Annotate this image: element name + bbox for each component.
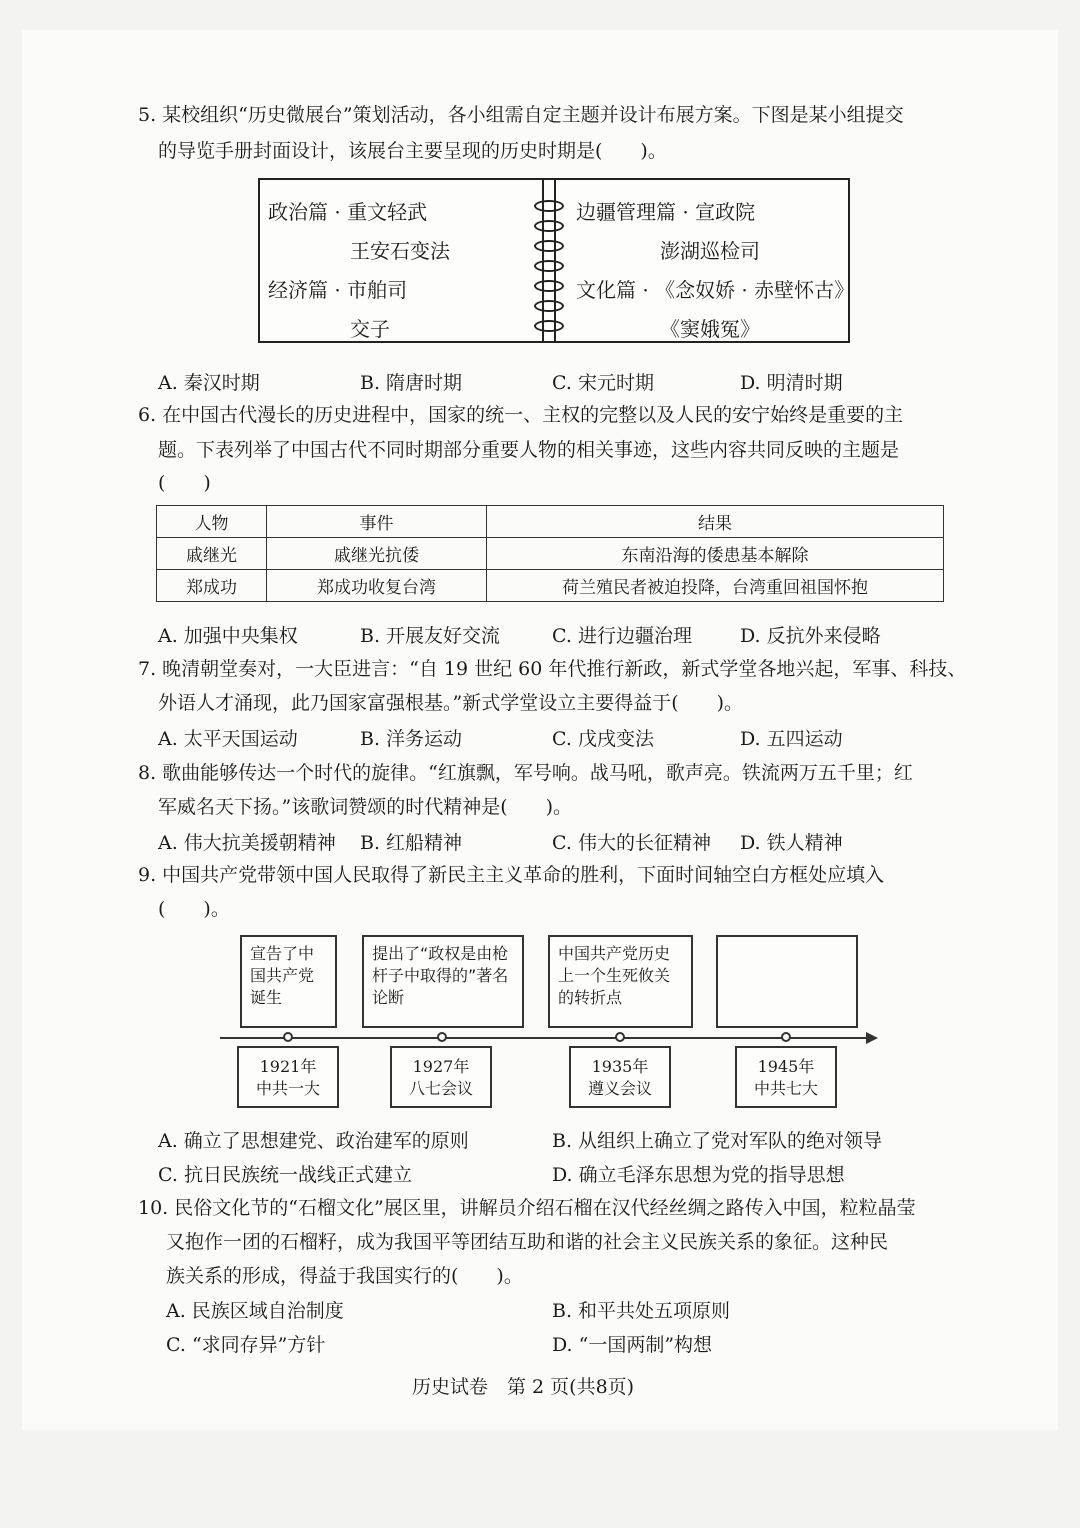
table-row — [157, 538, 944, 570]
binding-ring-icon — [534, 200, 564, 212]
q6-option-a: A. 加强中央集权 — [158, 625, 298, 647]
q8-option-d: D. 铁人精神 — [740, 832, 843, 854]
q5-option-d: D. 明清时期 — [740, 372, 843, 394]
table-cell: 郑成功收复台湾 — [267, 570, 487, 602]
q5-option-a: A. 秦汉时期 — [158, 372, 260, 394]
q6-stem-line2: 题。下表列举了中国古代不同时期部分重要人物的相关事迹，这些内容共同反映的主题是 — [158, 439, 900, 461]
year-label: 1935年 — [591, 1057, 649, 1076]
q10-stem-line2: 又抱作一团的石榴籽，成为我国平等团结互助和谐的社会主义民族关系的象征。这种民 — [166, 1231, 889, 1253]
timeline-node — [283, 1032, 293, 1042]
q9-option-b: B. 从组织上确立了党对军队的绝对领导 — [552, 1130, 883, 1152]
q7-stem-line1: 7. 晚清朝堂奏对，一大臣进言：“自 19 世纪 60 年代推行新政，新式学堂各地兴起，军事、科技、 — [138, 658, 967, 680]
year-label: 1945年 — [757, 1057, 815, 1076]
timeline-blank-box — [716, 935, 858, 1028]
timeline-year-1927 — [390, 1046, 492, 1108]
table-cell: 东南沿海的倭患基本解除 — [487, 538, 944, 570]
timeline-node — [437, 1032, 447, 1042]
q6-table — [156, 505, 944, 602]
q10-option-b: B. 和平共处五项原则 — [552, 1300, 731, 1322]
table-cell: 荷兰殖民者被迫投降，台湾重回祖国怀抱 — [487, 570, 944, 602]
q8-stem-line2: 军威名天下扬。”该歌词赞颂的时代精神是( )。 — [158, 796, 573, 818]
cover-politics-sub: 王安石变法 — [350, 239, 450, 263]
cover-culture: 文化篇 · 《念奴娇 · 赤壁怀古》 — [576, 278, 855, 302]
q5-option-c: C. 宋元时期 — [552, 372, 654, 394]
q10-option-c: C. “求同存异”方针 — [166, 1334, 326, 1356]
q9-option-d: D. 确立毛泽东思想为党的指导思想 — [552, 1164, 845, 1186]
timeline-axis — [220, 1037, 870, 1039]
q7-option-c: C. 戊戌变法 — [552, 728, 654, 750]
year-label: 1927年 — [412, 1057, 470, 1076]
q6-option-c: C. 进行边疆治理 — [552, 625, 692, 647]
q10-option-a: A. 民族区域自治制度 — [166, 1300, 344, 1322]
table-cell: 戚继光 — [157, 538, 267, 570]
table-header: 事件 — [267, 506, 487, 538]
binding-ring-icon — [534, 320, 564, 332]
timeline-event-1927: 提出了“政权是由枪杆子中取得的”著名论断 — [362, 935, 524, 1028]
timeline-year-1935 — [569, 1046, 671, 1108]
q5-booklet-cover — [258, 178, 855, 343]
cover-frontier: 边疆管理篇 · 宣政院 — [576, 200, 756, 224]
q8-option-b: B. 红船精神 — [360, 832, 463, 854]
q8-stem-line1: 8. 歌曲能够传达一个时代的旋律。“红旗飘，军号响。战马吼，歌声亮。铁流两万五千里；红 — [138, 762, 913, 784]
q9-option-c: C. 抗日民族统一战线正式建立 — [158, 1164, 412, 1186]
timeline-year-1921 — [237, 1046, 339, 1108]
event-name: 中共七大 — [753, 1079, 818, 1098]
q7-stem-line2: 外语人才涌现，此乃国家富强根基。”新式学堂设立主要得益于( )。 — [158, 692, 744, 714]
q5-option-b: B. 隋唐时期 — [360, 372, 463, 394]
q7-option-a: A. 太平天国运动 — [158, 728, 298, 750]
q10-stem-line1: 10. 民俗文化节的“石榴文化”展区里，讲解员介绍石榴在汉代经丝绸之路传入中国，粒粒晶莹 — [138, 1197, 916, 1219]
table-header-row — [157, 506, 944, 538]
timeline-arrow-icon — [866, 1032, 878, 1044]
event-name: 遵义会议 — [587, 1079, 652, 1098]
q7-option-d: D. 五四运动 — [740, 728, 843, 750]
q6-stem-line3: ( ) — [158, 472, 211, 494]
year-label: 1921年 — [259, 1057, 317, 1076]
q10-option-d: D. “一国两制”构想 — [552, 1334, 713, 1356]
q7-option-b: B. 洋务运动 — [360, 728, 463, 750]
table-header: 人物 — [157, 506, 267, 538]
q5-stem-line2: 的导览手册封面设计，该展台主要呈现的历史时期是( )。 — [158, 140, 667, 162]
cover-politics: 政治篇 · 重文轻武 — [268, 200, 428, 224]
q9-stem-line1: 9. 中国共产党带领中国人民取得了新民主主义革命的胜利，下面时间轴空白方框处应填入 — [138, 864, 885, 886]
timeline-event-1935: 中国共产党历史上一个生死攸关的转折点 — [548, 935, 693, 1028]
binding-ring-icon — [534, 220, 564, 232]
q5-stem-line1: 5. 某校组织“历史微展台”策划活动，各小组需自定主题并设计布展方案。下图是某小组提交 — [138, 104, 904, 126]
binding-ring-icon — [534, 300, 564, 312]
cover-frontier-sub: 澎湖巡检司 — [660, 239, 760, 263]
timeline-node — [615, 1032, 625, 1042]
timeline-year-1945 — [735, 1046, 837, 1108]
table-row — [157, 570, 944, 602]
q8-option-a: A. 伟大抗美援朝精神 — [158, 832, 336, 854]
cover-culture-sub: 《窦娥冤》 — [660, 317, 760, 341]
table-cell: 郑成功 — [157, 570, 267, 602]
q6-option-d: D. 反抗外来侵略 — [740, 625, 881, 647]
timeline-event-1921: 宣告了中国共产党诞生 — [240, 935, 337, 1028]
event-name: 中共一大 — [255, 1079, 320, 1098]
page-footer: 历史试卷 第 2 页(共8页) — [412, 1376, 635, 1398]
q9-stem-line2: ( )。 — [158, 898, 230, 920]
binding-ring-icon — [534, 280, 564, 292]
table-cell: 戚继光抗倭 — [267, 538, 487, 570]
timeline-node — [781, 1032, 791, 1042]
q6-stem-line1: 6. 在中国古代漫长的历史进程中，国家的统一、主权的完整以及人民的安宁始终是重要的主 — [138, 404, 904, 426]
table-header: 结果 — [487, 506, 944, 538]
binding-ring-icon — [534, 240, 564, 252]
binding-ring-icon — [534, 260, 564, 272]
cover-economy: 经济篇 · 市舶司 — [268, 278, 408, 302]
q6-option-b: B. 开展友好交流 — [360, 625, 501, 647]
q9-option-a: A. 确立了思想建党、政治建军的原则 — [158, 1130, 469, 1152]
q8-option-c: C. 伟大的长征精神 — [552, 832, 711, 854]
cover-economy-sub: 交子 — [350, 317, 390, 341]
event-name: 八七会议 — [408, 1079, 473, 1098]
q10-stem-line3: 族关系的形成，得益于我国实行的( )。 — [166, 1265, 523, 1287]
